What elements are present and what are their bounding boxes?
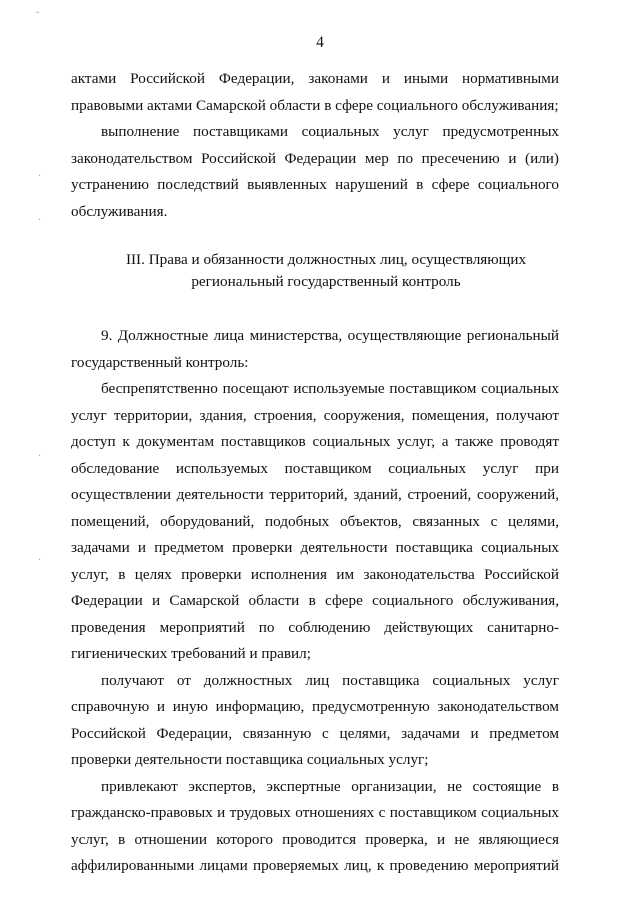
text-line: беспрепятственно посещают используемые поставщиком социальных: [101, 380, 559, 397]
section-heading-line: III. Права и обязанности должностных лиц, осуществляющих: [125, 251, 527, 268]
scan-speck: ˇ: [36, 11, 40, 22]
text-line: гражданско-правовых и трудовых отношениях с поставщиком социальных: [71, 804, 559, 821]
text-line: доступ к документам поставщиков социальных услуг, а также проводят: [71, 433, 559, 450]
section-heading: [71, 249, 559, 293]
text-line: Российской Федерации, связанную с целями, задачами и предметом: [71, 724, 559, 742]
text-line: обслуживания.: [71, 202, 168, 220]
paragraph: [71, 668, 559, 774]
scan-speck: ·: [38, 451, 42, 462]
text-line: выполнение поставщиками социальных услуг предусмотренных: [101, 123, 559, 140]
text-line: помещений, оборудований, подобных объектов, связанных с целями,: [71, 512, 559, 530]
text-line: правовыми актами Самарской области в сфере социального обслуживания;: [71, 96, 559, 114]
text-line: обследование используемых поставщиком социальных услуг при: [71, 459, 559, 477]
text-line: услуг территории, здания, строения, сооружения, помещения, получают: [71, 406, 559, 424]
text-line: государственный контроль:: [71, 353, 249, 371]
paragraph: [71, 774, 559, 880]
text-line: справочную и иную информацию, предусмотренную законодательством: [71, 698, 559, 715]
paragraph: [71, 119, 559, 225]
text-line: задачами и предметом проверки деятельности поставщика социальных: [71, 539, 559, 556]
text-line: проверки деятельности поставщика социальных услуг;: [71, 751, 429, 768]
scan-speck: ·: [38, 555, 42, 566]
text-line: получают от должностных лиц поставщика социальных услуг: [101, 671, 559, 689]
document-body: [71, 66, 559, 880]
section-heading-line: региональный государственный контроль: [191, 273, 461, 290]
text-line: услуг, в отношении которого проводится проверка, и не являющиеся: [71, 830, 559, 848]
text-line: аффилированными лицами проверяемых лиц, к проведению мероприятий: [71, 857, 559, 874]
scan-speck: ·: [38, 215, 42, 226]
page-number: 4: [316, 34, 324, 51]
paragraph: [71, 376, 559, 668]
text-line: устранению последствий выявленных нарушений в сфере социального: [71, 176, 559, 193]
text-line: услуг, в целях проверки исполнения им законодательства Российской: [71, 565, 559, 583]
text-line: 9. Должностные лица министерства, осуществляющие региональный: [101, 327, 559, 344]
text-line: осуществлении деятельности территорий, зданий, строений, сооружений,: [71, 486, 559, 503]
text-line: проведения мероприятий по соблюдению действующих санитарно-: [71, 618, 559, 636]
text-line: Федерации и Самарской области в сфере социального обслуживания,: [71, 592, 559, 609]
text-line: законодательством Российской Федерации мер по пресечению и (или): [71, 149, 559, 167]
paragraph: [71, 323, 559, 376]
text-line: актами Российской Федерации, законами и иными нормативными: [71, 70, 559, 87]
text-line: привлекают экспертов, экспертные организации, не состоящие в: [101, 777, 559, 795]
text-line: гигиенических требований и правил;: [71, 645, 311, 662]
paragraph: [71, 66, 559, 119]
scan-speck: ·: [38, 171, 42, 182]
